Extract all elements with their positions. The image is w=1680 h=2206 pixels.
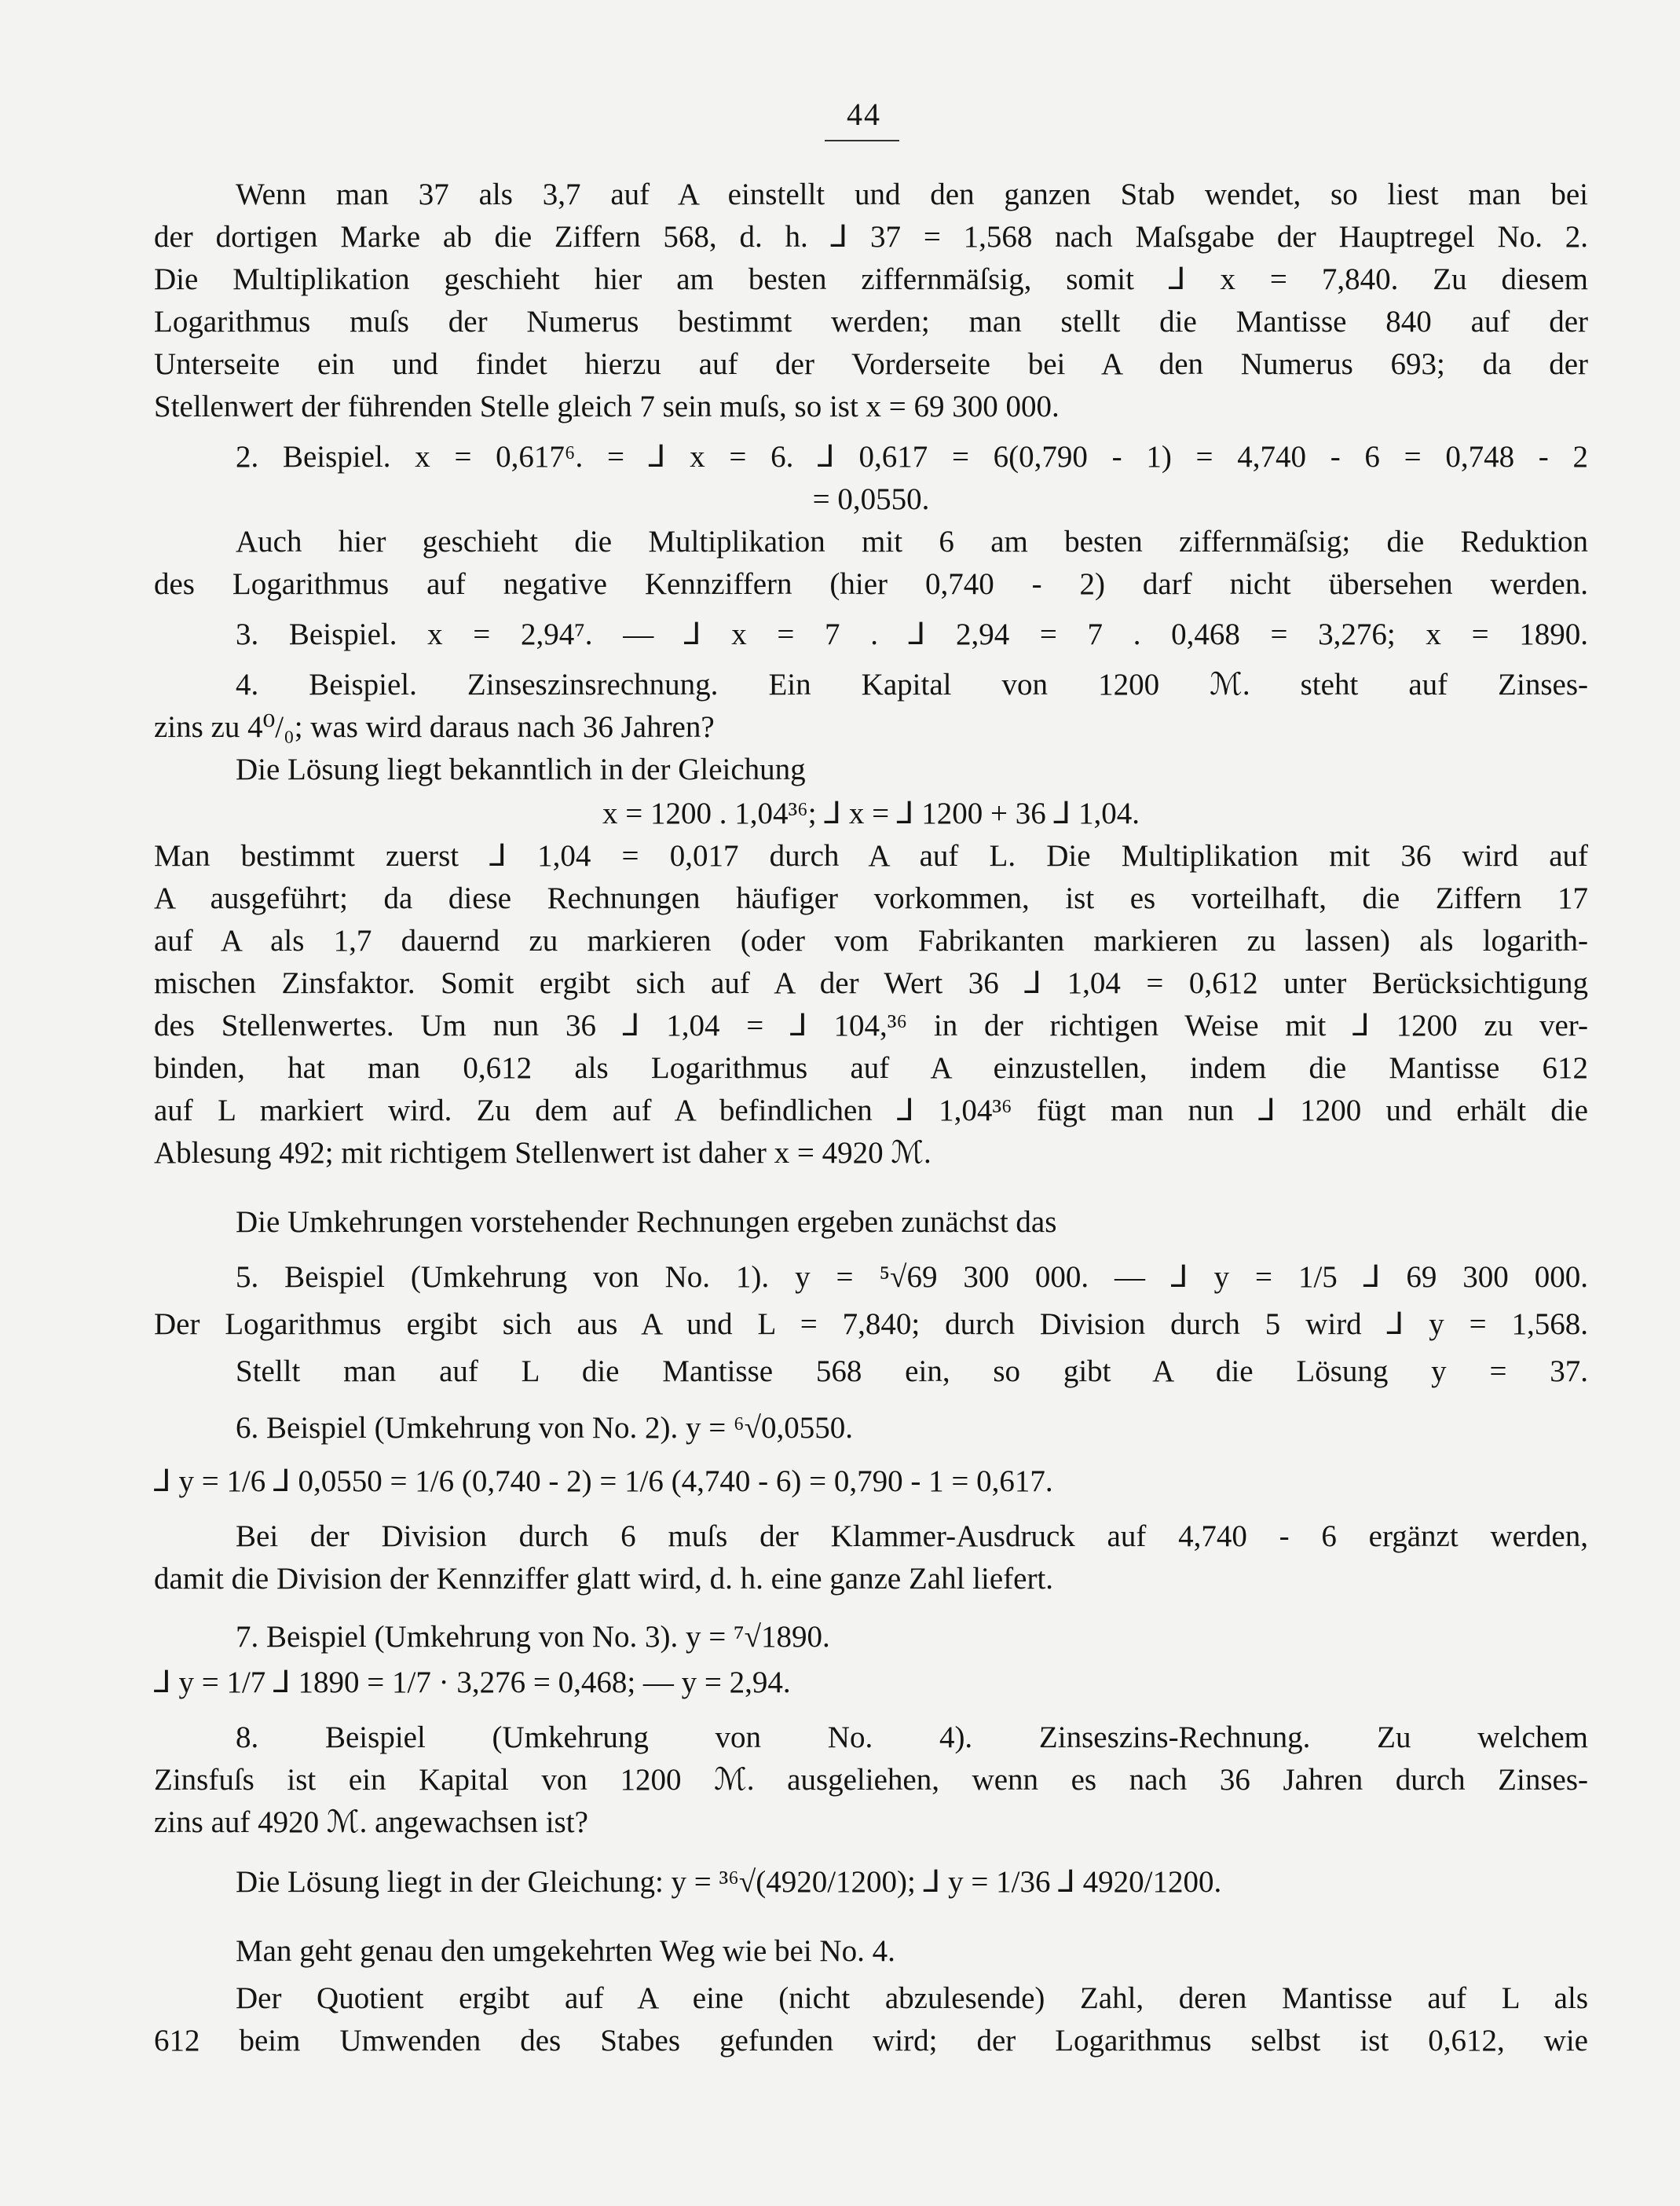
- text-line: Stellenwert der führenden Stelle gleich 7 sein muſs, so ist x = 69 300 000.: [154, 390, 1060, 423]
- example-4-line: 4. Beispiel. Zinseszinsrechnung. Ein Kapital von 1200 ℳ. steht auf Zinses-: [236, 668, 1588, 702]
- example-2-line: 2. Beispiel. x = 0,617⁶. = ⅃ x = 6. ⅃ 0,617 = 6(0,790 - 1) = 4,740 - 6 = 0,748 - 2: [236, 440, 1588, 474]
- text-line: Wenn man 37 als 3,7 auf A einstellt und den ganzen Stab wendet, so liest man bei: [236, 178, 1588, 211]
- text-line: Die Multiplikation geschieht hier am besten ziffernmäſsig, somit ⅃ x = 7,840. Zu diesem: [154, 262, 1588, 296]
- text-line: binden, hat man 0,612 als Logarithmus auf A einzustellen, indem die Mantisse 612: [154, 1051, 1588, 1085]
- text-line: des Stellenwertes. Um nun 36 ⅃ 1,04 = ⅃ 104,³⁶ in der richtigen Weise mit ⅃ 1200 zu ver-: [154, 1009, 1588, 1043]
- text-line: Man geht genau den umgekehrten Weg wie bei No. 4.: [236, 1934, 895, 1968]
- text-line: Ablesung 492; mit richtigem Stellenwert ist daher x = 4920 ℳ.: [154, 1136, 932, 1170]
- example-6-line: 6. Beispiel (Umkehrung von No. 2). y = ⁶√0,0550.: [236, 1411, 853, 1445]
- text-line: A ausgeführt; da diese Rechnungen häufiger vorkommen, ist es vorteilhaft, die Ziffern 17: [154, 881, 1588, 915]
- page-number: 44: [847, 97, 881, 132]
- example-7-line: 7. Beispiel (Umkehrung von No. 3). y = ⁷√1890.: [236, 1620, 830, 1654]
- equation-line: ⅃ y = 1/6 ⅃ 0,0550 = 1/6 (0,740 - 2) = 1/6 (4,740 - 6) = 0,790 - 1 = 0,617.: [154, 1464, 1053, 1498]
- text-line: damit die Division der Kennziffer glatt wird, d. h. eine ganze Zahl liefert.: [154, 1562, 1054, 1596]
- equation-line: ⅃ y = 1/7 ⅃ 1890 = 1/7 · 3,276 = 0,468; — y = 2,94.: [154, 1665, 791, 1699]
- example-5-line: 5. Beispiel (Umkehrung von No. 1). y = ⁵√69 300 000. — ⅃ y = 1/5 ⅃ 69 300 000.: [236, 1260, 1588, 1294]
- example-3-line: 3. Beispiel. x = 2,94⁷. — ⅃ x = 7 . ⅃ 2,94 = 7 . 0,468 = 3,276; x = 1890.: [236, 617, 1588, 651]
- text-line: auf A als 1,7 dauernd zu markieren (oder vom Fabrikanten markieren zu lassen) als logarith-: [154, 924, 1588, 958]
- text-line: Auch hier geschieht die Multiplikation mit 6 am besten ziffernmäſsig; die Reduktion: [236, 525, 1588, 559]
- text-line: Zinsfuſs ist ein Kapital von 1200 ℳ. ausgeliehen, wenn es nach 36 Jahren durch Zinses-: [154, 1763, 1588, 1797]
- example-8-line: 8. Beispiel (Umkehrung von No. 4). Zinseszins-Rechnung. Zu welchem: [236, 1720, 1588, 1754]
- text-line: Der Logarithmus ergibt sich aus A und L = 7,840; durch Division durch 5 wird ⅃ y = 1,568.: [154, 1307, 1588, 1341]
- page-number-rule: [825, 140, 899, 141]
- text-line: Bei der Division durch 6 muſs der Klammer-Ausdruck auf 4,740 - 6 ergänzt werden,: [236, 1519, 1588, 1553]
- text-line: zins zu 4⁰/₀; was wird daraus nach 36 Jahren?: [154, 710, 715, 744]
- text-line: des Logarithmus auf negative Kennziffern (hier 0,740 - 2) darf nicht übersehen werden.: [154, 567, 1588, 601]
- equation-line: x = 1200 . 1,04³⁶; ⅃ x = ⅃ 1200 + 36 ⅃ 1,04.: [602, 797, 1140, 830]
- text-line: Logarithmus muſs der Numerus bestimmt werden; man stellt die Mantisse 840 auf der: [154, 305, 1588, 339]
- text-line: zins auf 4920 ℳ. angewachsen ist?: [154, 1805, 588, 1839]
- text-line: Der Quotient ergibt auf A eine (nicht abzulesende) Zahl, deren Mantisse auf L als: [236, 1981, 1588, 2015]
- example-2-result: = 0,0550.: [812, 482, 930, 516]
- text-line: mischen Zinsfaktor. Somit ergibt sich auf A der Wert 36 ⅃ 1,04 = 0,612 unter Berücksichtigung: [154, 966, 1588, 1000]
- text-line: Die Umkehrungen vorstehender Rechnungen ergeben zunächst das: [236, 1205, 1057, 1239]
- text-line: der dortigen Marke ab die Ziffern 568, d. h. ⅃ 37 = 1,568 nach Maſsgabe der Hauptregel No. 2.: [154, 220, 1588, 254]
- text-line: Unterseite ein und findet hierzu auf der Vorderseite bei A den Numerus 693; da der: [154, 347, 1588, 381]
- text-line: Stellt man auf L die Mantisse 568 ein, so gibt A die Lösung y = 37.: [236, 1354, 1588, 1388]
- text-line: Man bestimmt zuerst ⅃ 1,04 = 0,017 durch A auf L. Die Multiplikation mit 36 wird auf: [154, 839, 1588, 873]
- equation-line: Die Lösung liegt in der Gleichung: y = ³⁶√(4920/1200); ⅃ y = 1/36 ⅃ 4920/1200.: [236, 1865, 1222, 1899]
- text-line: auf L markiert wird. Zu dem auf A befindlichen ⅃ 1,04³⁶ fügt man nun ⅃ 1200 und erhält die: [154, 1094, 1588, 1127]
- text-line: Die Lösung liegt bekanntlich in der Gleichung: [236, 753, 806, 786]
- text-line: 612 beim Umwenden des Stabes gefunden wird; der Logarithmus selbst ist 0,612, wie: [154, 2024, 1588, 2058]
